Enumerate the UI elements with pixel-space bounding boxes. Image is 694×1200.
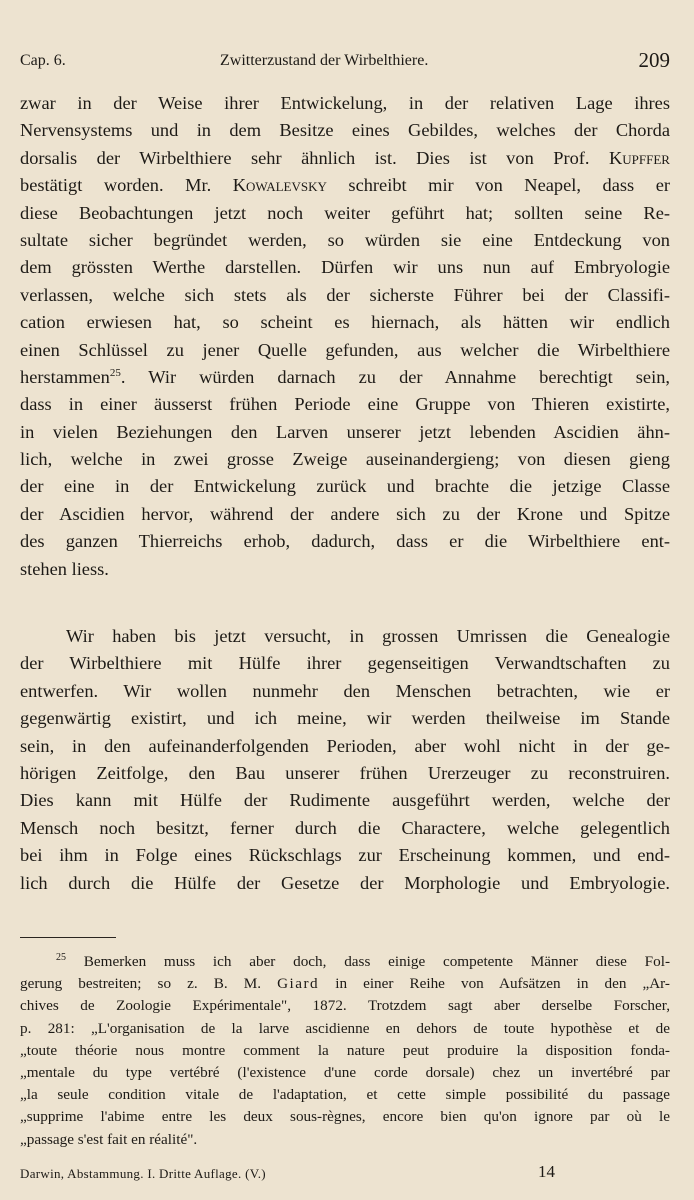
author-name-giard: Giard bbox=[277, 975, 320, 993]
main-text bbox=[20, 90, 670, 897]
footnote-line: „passage s'est fait en réalité". bbox=[20, 1130, 198, 1148]
footnote-line: chives de Zoologie Expérimentale", 1872. Trotzdem sagt aber derselbe Forscher, bbox=[20, 997, 670, 1015]
author-name-kowalevsky: Kowalevsky bbox=[232, 175, 327, 196]
footnote-reference: 25 bbox=[109, 366, 121, 379]
text-segment: bestätigt worden. Mr. bbox=[20, 175, 212, 196]
text-line: entwerfen. Wir wollen nunmehr den Menschen betrachten, wie er bbox=[20, 680, 670, 701]
page-number: 209 bbox=[638, 48, 670, 72]
text-line bbox=[20, 364, 670, 391]
text-line: der eine in der Entwickelung zurück und brachte die jetzige Classe bbox=[20, 476, 670, 497]
footnote-line bbox=[20, 951, 670, 973]
text-line: des ganzen Thierreichs erhob, dadurch, dass er die Wirbelthiere ent- bbox=[20, 531, 670, 552]
text-segment: herstammen bbox=[20, 366, 110, 387]
text-line: Dies kann mit Hülfe der Rudimente ausgeführt werden, welche der bbox=[20, 790, 670, 811]
paragraph-1 bbox=[20, 90, 670, 583]
text-segment: in einer Reihe von Aufsätzen in den „Ar- bbox=[335, 975, 670, 993]
footnote-number: 25 bbox=[56, 951, 66, 963]
text-line: verlassen, welche sich stets als der sicherste Führer bei der Classifi- bbox=[20, 284, 670, 305]
text-line: dass in einer äusserst frühen Periode eine Gruppe von Thieren existirte, bbox=[20, 394, 670, 415]
text-line: hörigen Zeitfolge, den Bau unserer frühen Urerzeuger zu reconstruiren. bbox=[20, 762, 670, 783]
page-footer bbox=[20, 1160, 670, 1186]
footnote-line: „mentale du type vertébré (l'existence d'une corde dorsale) chez un invertébré par bbox=[20, 1063, 670, 1081]
text-line: bei ihm in Folge eines Rückschlags zur Erscheinung kommen, und end- bbox=[20, 845, 670, 866]
text-segment: . Wir würden darnach zu der Annahme berechtigt sein, bbox=[120, 366, 670, 387]
paragraph-2 bbox=[20, 623, 670, 897]
text-line: Wir haben bis jetzt versucht, in grossen Umrissen die Genealogie bbox=[66, 626, 670, 647]
text-line: sultate sicher begründet werden, so würden sie eine Entdeckung von bbox=[20, 229, 670, 250]
text-line: cation erwiesen hat, so scheint es hiernach, als hätten wir endlich bbox=[20, 312, 670, 333]
author-name-kupffer: Kupffer bbox=[609, 147, 670, 168]
text-line: einen Schlüssel zu jener Quelle gefunden, aus welcher die Wirbelthiere bbox=[20, 339, 670, 360]
running-header bbox=[20, 46, 670, 80]
text-segment: Bemerken muss ich aber doch, dass einige competente Männer diese Fol- bbox=[83, 953, 670, 970]
text-line: stehen liess. bbox=[20, 558, 109, 579]
paragraph-gap bbox=[20, 583, 670, 623]
footnote-25 bbox=[20, 951, 670, 1151]
text-line: der Wirbelthiere mit Hülfe ihrer gegenseitigen Verwandtschaften zu bbox=[20, 653, 670, 674]
text-line: der Ascidien hervor, während der andere sich zu der Krone und Spitze bbox=[20, 503, 670, 524]
text-line: Nervensystems und in dem Besitze eines Gebildes, welches der Chorda bbox=[20, 120, 670, 141]
text-line: in vielen Beziehungen den Larven unserer jetzt lebenden Ascidien ähn- bbox=[20, 421, 670, 442]
footnote-line bbox=[20, 973, 670, 995]
text-line bbox=[20, 145, 670, 172]
text-line: dem grössten Werthe darstellen. Dürfen wir uns nun auf Embryologie bbox=[20, 257, 670, 278]
footnote-line: „la seule condition vitale de l'adaptation, et cette simple possibilité du passage bbox=[20, 1086, 670, 1104]
footnote-line: „toute théorie nous montre comment la nature peut produire la disposition fonda- bbox=[20, 1041, 670, 1059]
text-line: lich, welche in zwei grosse Zweige auseinandergieng; von diesen gieng bbox=[20, 449, 670, 470]
running-title: Zwitterzustand der Wirbelthiere. bbox=[220, 52, 429, 69]
imprint-line: Darwin, Abstammung. I. Dritte Auflage. (V.) bbox=[20, 1166, 266, 1181]
footnote-line: p. 281: „L'organisation de la larve ascidienne en dehors de toute hypothèse et de bbox=[20, 1019, 670, 1037]
text-line: lich durch die Hülfe der Gesetze der Morphologie und Embryologie. bbox=[20, 872, 670, 893]
text-line: Mensch noch besitzt, ferner durch die Charactere, welche gelegentlich bbox=[20, 817, 670, 838]
text-segment: schreibt mir von Neapel, dass er bbox=[348, 175, 670, 196]
text-line: gegenwärtig existirt, und ich meine, wir werden theilweise im Stande bbox=[20, 708, 670, 729]
chapter-label: Cap. 6. bbox=[20, 52, 66, 69]
text-segment: gerung bestreiten; so z. B. M. bbox=[20, 975, 261, 993]
text-segment: dorsalis der Wirbelthiere sehr ähnlich ist. Dies ist von Prof. bbox=[20, 147, 590, 168]
text-line: diese Beobachtungen jetzt noch weiter geführt hat; sollten seine Re- bbox=[20, 202, 670, 223]
text-line: zwar in der Weise ihrer Entwickelung, in der relativen Lage ihres bbox=[20, 93, 670, 113]
footnote-line: „supprime l'abime entre les deux sous-règnes, encore bien qu'on ignore par où le bbox=[20, 1108, 670, 1126]
signature-mark: 14 bbox=[538, 1162, 555, 1181]
text-line bbox=[20, 172, 670, 199]
footnote-divider bbox=[20, 937, 116, 938]
text-line: sein, in den aufeinanderfolgenden Perioden, aber wohl nicht in der ge- bbox=[20, 735, 670, 756]
